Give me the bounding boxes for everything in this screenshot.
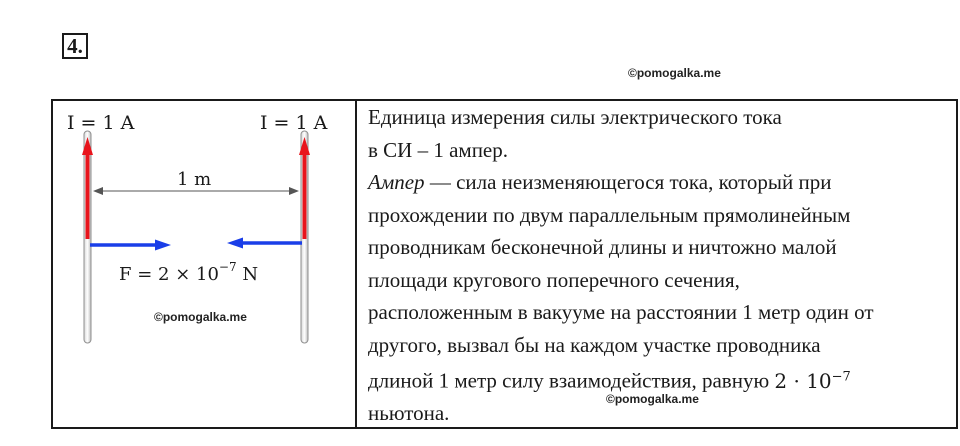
text-line-8: другого, вызвал бы на каждом участке проводника bbox=[368, 332, 821, 357]
watermark-figure: ©pomogalka.me bbox=[154, 310, 247, 324]
right-current-label: I = 1 A bbox=[260, 112, 328, 134]
text-line-3 bbox=[368, 166, 953, 199]
definition-text bbox=[368, 101, 953, 430]
text-line-2: в СИ – 1 ампер. bbox=[368, 137, 509, 162]
text-line-3-rest: — сила неизменяющегося тока, который при bbox=[424, 170, 832, 194]
formula bbox=[774, 369, 850, 393]
term-ampere: Ампер bbox=[368, 170, 425, 194]
text-line-10: ньютона. bbox=[368, 401, 450, 426]
force-label bbox=[119, 260, 258, 285]
text-line-9-main: длиной 1 метр силу взаимодействия, равную bbox=[368, 368, 775, 393]
distance-label: 1 m bbox=[177, 169, 212, 190]
ampere-diagram bbox=[53, 101, 355, 427]
text-line-5: проводникам бесконечной длины и ничтожно малой bbox=[368, 235, 837, 259]
force-label-unit: N bbox=[236, 264, 259, 285]
force-label-exp: −7 bbox=[218, 260, 237, 274]
text-line-6: площади кругового поперечного сечения, bbox=[368, 267, 740, 292]
left-force-arrowhead bbox=[155, 240, 171, 251]
formula-exp: −7 bbox=[831, 369, 851, 384]
left-current-label: I = 1 A bbox=[67, 112, 135, 134]
formula-base: 2 · 10 bbox=[774, 368, 832, 393]
watermark-bottom: ©pomogalka.me bbox=[606, 392, 699, 406]
watermark-top: ©pomogalka.me bbox=[628, 66, 721, 80]
right-force-arrowhead bbox=[227, 238, 243, 249]
ampere-figure bbox=[53, 101, 355, 427]
distance-arrow-left bbox=[93, 187, 103, 195]
text-line-4: прохождении по двум параллельным прямолинейным bbox=[368, 202, 851, 227]
task-number: 4. bbox=[62, 33, 88, 59]
text-line-7: расположенным в вакууме на расстоянии 1 метр один от bbox=[368, 300, 874, 324]
force-label-main: F = 2 × 10 bbox=[119, 264, 219, 285]
distance-arrow-right bbox=[289, 187, 299, 195]
table-divider bbox=[355, 99, 357, 429]
text-line-1: Единица измерения силы электрического тока bbox=[368, 105, 782, 129]
